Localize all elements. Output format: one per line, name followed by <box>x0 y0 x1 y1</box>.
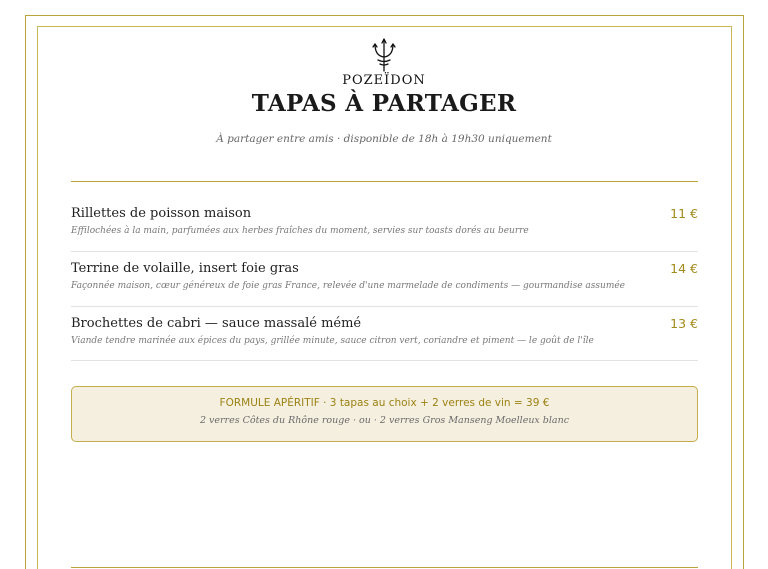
menu-item-price: 14 € <box>670 261 698 276</box>
page-subtitle: À partager entre amis · disponible de 18h à 19h30 uniquement <box>216 133 552 145</box>
item-divider <box>71 360 698 361</box>
menu-item-description: Effilochées à la main, parfumées aux herbes fraîches du moment, servies sur toasts dorés au beurre <box>71 226 529 236</box>
menu-item-description: Façonnée maison, cœur généreux de foie gras France, relevée d'une marmelade de condiments — gourmandise assumée <box>71 281 626 291</box>
item-divider <box>71 251 698 252</box>
page-title: TAPAS À PARTAGER <box>251 90 517 117</box>
section-divider <box>71 181 698 182</box>
menu-item-description: Viande tendre marinée aux épices du pays, grillée minute, sauce citron vert, coriandre et piment — le goût de l'île <box>71 336 594 346</box>
menu-item <box>71 316 698 347</box>
menu-item-price: 11 € <box>670 206 698 221</box>
formula-main-text: FORMULE APÉRITIF · 3 tapas au choix + 2 verres de vin = 39 € <box>219 397 550 409</box>
item-divider <box>71 306 698 307</box>
menu-item-name: Brochettes de cabri — sauce massalé mémé <box>71 316 362 331</box>
formula-sub-text: 2 verres Côtes du Rhône rouge · ou · 2 verres Gros Manseng Moelleux blanc <box>199 415 570 426</box>
aperitif-formula-box <box>71 386 698 442</box>
brand-name: POZEÏDON <box>342 73 426 88</box>
logo <box>0 38 768 72</box>
menu-item <box>71 261 698 292</box>
menu-item-name: Terrine de volaille, insert foie gras <box>71 261 299 276</box>
menu-item-price: 13 € <box>670 316 698 331</box>
menu-item-name: Rillettes de poisson maison <box>71 206 252 221</box>
trident-icon <box>371 38 397 72</box>
bottom-divider <box>71 567 698 568</box>
menu-item <box>71 206 698 237</box>
